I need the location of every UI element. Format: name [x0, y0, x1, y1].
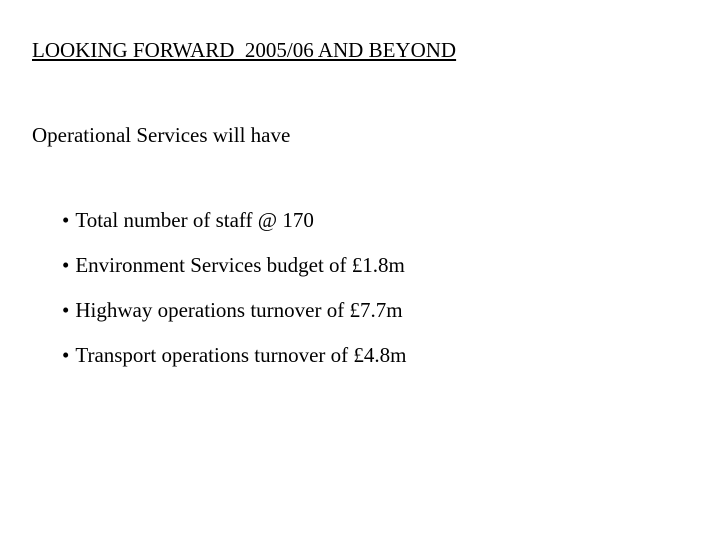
bullet-icon: •	[62, 208, 70, 232]
list-item	[62, 207, 406, 233]
bullet-icon: •	[62, 298, 70, 322]
bullet-text: Total number of staff @ 170	[75, 208, 314, 232]
bullet-list	[62, 207, 406, 387]
bullet-text: Highway operations turnover of £7.7m	[75, 298, 403, 322]
bullet-text: Transport operations turnover of £4.8m	[75, 343, 407, 367]
intro-text: Operational Services will have	[32, 123, 291, 147]
list-item	[62, 252, 406, 278]
bullet-text: Environment Services budget of £1.8m	[75, 253, 405, 277]
list-item	[62, 342, 406, 368]
list-item	[62, 297, 406, 323]
bullet-icon: •	[62, 253, 70, 277]
bullet-icon: •	[62, 343, 70, 367]
slide-title: LOOKING FORWARD 2005/06 AND BEYOND	[32, 38, 457, 62]
